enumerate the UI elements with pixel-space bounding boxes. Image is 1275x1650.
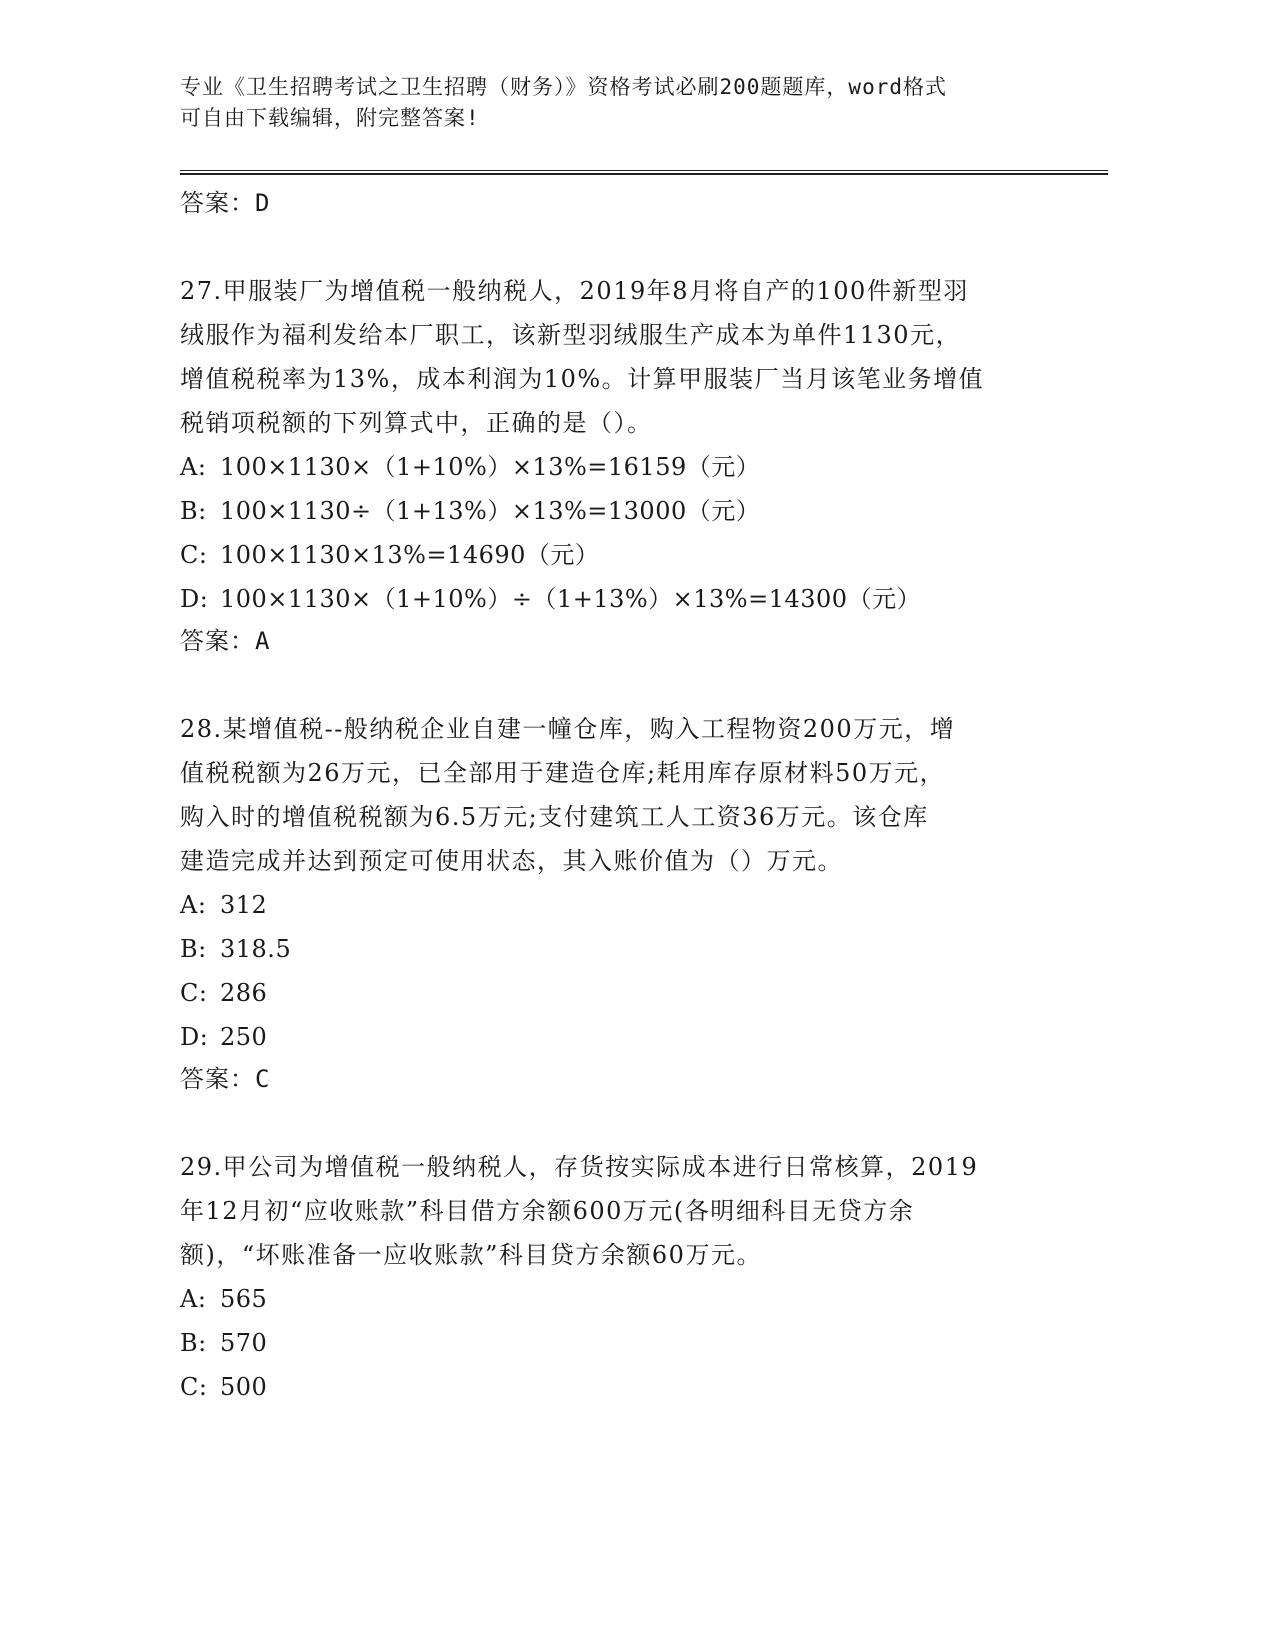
question-stem: [180, 269, 1050, 445]
option-key: A:: [180, 453, 207, 481]
option-b: [180, 1321, 1050, 1365]
question-28: [180, 707, 1050, 1099]
option-key: A:: [180, 891, 207, 919]
option-key: D:: [180, 1023, 209, 1051]
stem-line: 增值税税率为13%，成本利润为10%。计算甲服装厂当月该笔业务增值: [180, 365, 985, 393]
option-key: C:: [180, 1373, 208, 1401]
option-a: [180, 883, 1050, 927]
option-key: D:: [180, 585, 209, 613]
option-key: A:: [180, 1285, 207, 1313]
option-key: B:: [180, 935, 207, 963]
option-a: [180, 1277, 1050, 1321]
question-stem: [180, 1145, 1050, 1277]
option-text: 100×1130×（1+10%）×13%=16159（元）: [220, 453, 761, 481]
option-text: 570: [220, 1329, 268, 1357]
option-key: B:: [180, 497, 207, 525]
option-c: [180, 971, 1050, 1015]
option-text: 318.5: [220, 935, 292, 963]
option-key: C:: [180, 541, 208, 569]
stem-line: 29.甲公司为增值税一般纳税人，存货按实际成本进行日常核算，2019: [180, 1153, 979, 1181]
header-divider: [180, 170, 1108, 175]
previous-answer: 答案：D: [180, 189, 271, 217]
stem-line: 年12月初“应收账款”科目借方余额600万元(各明细科目无贷方余: [180, 1197, 915, 1225]
option-text: 500: [220, 1373, 268, 1401]
question-answer: 答案：C: [180, 1065, 271, 1093]
stem-line: 购入时的增值税税额为6.5万元;支付建筑工人工资36万元。该仓库: [180, 803, 929, 831]
option-key: B:: [180, 1329, 207, 1357]
option-d: [180, 577, 1050, 621]
option-key: C:: [180, 979, 208, 1007]
option-text: 312: [220, 891, 268, 919]
question-stem: [180, 707, 1050, 883]
stem-line: 值税税额为26万元，已全部用于建造仓库;耗用库存原材料50万元，: [180, 759, 946, 787]
option-b: [180, 489, 1050, 533]
option-a: [180, 445, 1050, 489]
stem-line: 额)，“坏账准备一应收账款”科目贷方余额60万元。: [180, 1241, 762, 1269]
stem-line: 绒服作为福利发给本厂职工，该新型羽绒服生产成本为单件1130元，: [180, 321, 962, 349]
question-27: [180, 269, 1050, 661]
stem-line: 税销项税额的下列算式中，正确的是（）。: [180, 409, 653, 437]
option-d: [180, 1015, 1050, 1059]
option-text: 100×1130×13%=14690（元）: [220, 541, 600, 569]
option-c: [180, 1365, 1050, 1409]
stem-line: 27.甲服装厂为增值税一般纳税人，2019年8月将自产的100件新型羽: [180, 277, 969, 305]
option-c: [180, 533, 1050, 577]
stem-line: 28.某增值税--般纳税企业自建一幢仓库，购入工程物资200万元，增: [180, 715, 956, 743]
question-answer: 答案：A: [180, 627, 271, 655]
document-body: [180, 183, 1050, 1409]
option-b: [180, 927, 1050, 971]
question-29: [180, 1145, 1050, 1409]
header-line-1: 专业《卫生招聘考试之卫生招聘（财务）》资格考试必刷200题题库，word格式: [180, 75, 947, 99]
option-text: 286: [220, 979, 268, 1007]
option-text: 100×1130÷（1+13%）×13%=13000（元）: [220, 497, 761, 525]
stem-line: 建造完成并达到预定可使用状态，其入账价值为（）万元。: [180, 847, 843, 875]
option-text: 100×1130×（1+10%）÷（1+13%）×13%=14300（元）: [220, 585, 922, 613]
header-line-2: 可自由下载编辑，附完整答案!: [180, 106, 480, 130]
option-text: 565: [220, 1285, 268, 1313]
option-text: 250: [220, 1023, 268, 1051]
page-header: [180, 72, 1040, 134]
